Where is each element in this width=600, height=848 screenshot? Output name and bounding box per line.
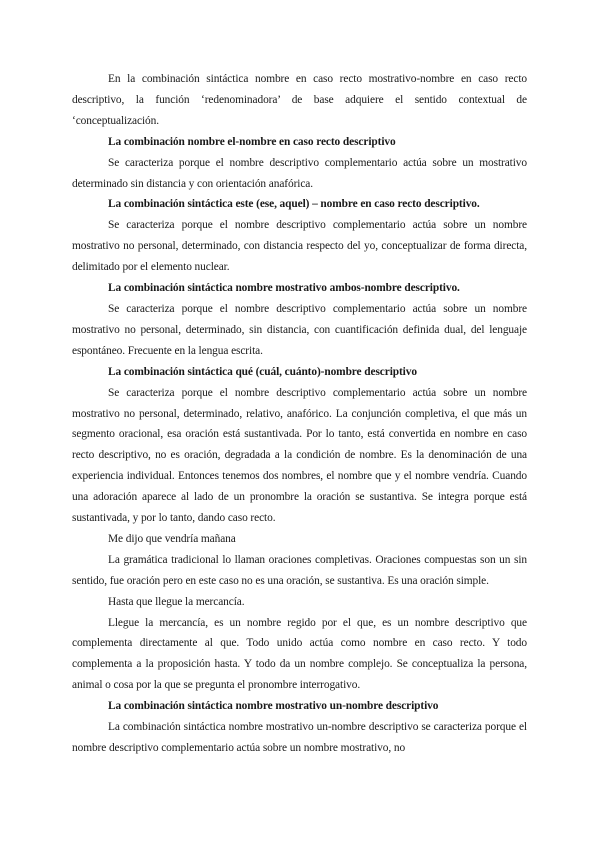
- paragraph-completivas: La gramática tradicional lo llaman oraciones completivas. Oraciones compuestas son un sin sentido, fue oración pero en este caso no es una oración, se sustantiva. Es una oración simple.: [72, 553, 527, 587]
- section-heading-un-nombre: La combinación sintáctica nombre mostrativo un-nombre descriptivo: [108, 700, 439, 713]
- example-sentence-2: Hasta que llegue la mercancía.: [108, 595, 245, 608]
- section-heading-que-cual-cuanto: La combinación sintáctica qué (cuál, cuánto)-nombre descriptivo: [108, 365, 417, 378]
- paragraph-un-nombre: La combinación sintáctica nombre mostrativo un-nombre descriptivo se caracteriza porque el nombre descriptivo complementario actúa sobre un nombre mostrativo, no: [72, 721, 527, 754]
- section-heading-ambos: La combinación sintáctica nombre mostrativo ambos-nombre descriptivo.: [108, 282, 460, 295]
- paragraph-ambos: Se caracteriza porque el nombre descriptivo complementario actúa sobre un nombre mostrativo no personal, determinado, sin distancia, con cuantificación definida dual, del lenguaje espontáneo. Frecuente en la lengua escrita.: [72, 302, 527, 357]
- paragraph-mercancia: Llegue la mercancía, es un nombre regido por el que, es un nombre descriptivo que complementa directamente al que. Todo unido actúa como nombre en caso recto. Y todo complementa a la proposición hasta. Y todo da un nombre complejo. Se conceptualiza la persona, animal o cosa por la que se pregunta el pronombre interrogativo.: [72, 616, 527, 692]
- document-body: [72, 69, 527, 759]
- example-sentence-1: Me dijo que vendría mañana: [108, 532, 236, 545]
- paragraph-intro: En la combinación sintáctica nombre en caso recto mostrativo-nombre en caso recto descriptivo, la función ‘redenominadora’ de base adquiere el sentido contextual de ‘conceptualización.: [72, 73, 527, 127]
- section-heading-el-nombre: La combinación nombre el-nombre en caso recto descriptivo: [108, 135, 396, 148]
- paragraph-el-nombre: Se caracteriza porque el nombre descriptivo complementario actúa sobre un mostrativo determinado sin distancia y con orientación anafórica.: [72, 156, 527, 190]
- paragraph-que-cual-cuanto: Se caracteriza porque el nombre descriptivo complementario actúa sobre un nombre mostrativo no personal, determinado, relativo, anafórico. La conjunción completiva, el que más un segmento oracional, esa oración está sustantivada. Por lo tanto, está convertida en nombre en caso recto descriptivo, no es oración, degradada a la condición de nombre. Es la denominación de una experiencia individual. Entonces tenemos dos nombres, el nombre que y el nombre vendría. Cuando una adoración aparece al lado de un pronombre la oración se sustantiva. Se integra porque está sustantivada, y por lo tanto, dando caso recto.: [72, 386, 527, 525]
- paragraph-este-ese-aquel: Se caracteriza porque el nombre descriptivo complementario actúa sobre un nombre mostrativo no personal, determinado, con distancia respecto del yo, conceptualizar de forma directa, delimitado por el elemento nuclear.: [72, 219, 527, 274]
- section-heading-este-ese-aquel: La combinación sintáctica este (ese, aquel) – nombre en caso recto descriptivo.: [108, 198, 480, 211]
